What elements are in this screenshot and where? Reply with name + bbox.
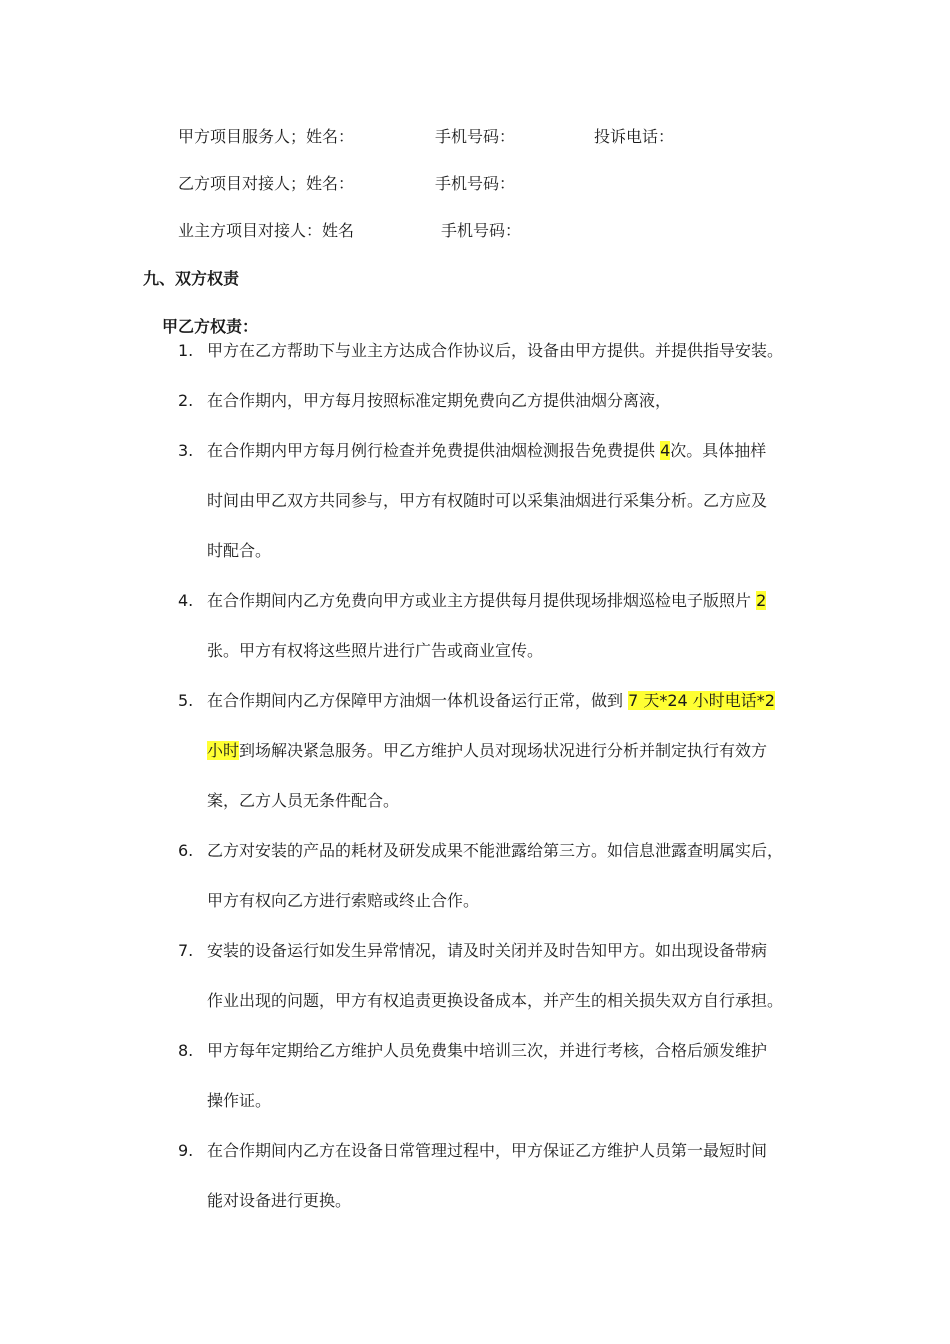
list-item: [178, 390, 818, 440]
list-item: [178, 1140, 818, 1240]
list-item: [178, 940, 818, 1040]
list-item-line: [207, 1190, 818, 1240]
highlighted-text: 小时: [207, 741, 240, 760]
list-item-line: [207, 640, 818, 690]
list-item-text: 到场解决紧急服务。甲乙方维护人员对现场状况进行分析并制定执行有效方: [239, 741, 768, 760]
list-item-line: [207, 1140, 818, 1190]
list-item-text: 时间由甲乙双方共同参与，甲方有权随时可以采集油烟进行采集分析。乙方应及: [207, 491, 768, 510]
list-item-number: 3.: [178, 441, 194, 460]
list-item: [178, 590, 818, 690]
list-item-line: [207, 1090, 818, 1140]
list-item-line: [207, 890, 818, 940]
list-item-number: 8.: [178, 1041, 194, 1060]
section-heading: 九、双方权责: [143, 269, 240, 288]
list-item-number: 2.: [178, 391, 194, 410]
list-item-line: [207, 340, 818, 390]
subsection-heading: 甲乙方权责：: [162, 317, 259, 336]
party-a-complaint-label: 投诉电话：: [594, 127, 675, 146]
list-item-text: 次。具体抽样: [670, 441, 767, 460]
party-b-name-label: 乙方项目对接人；姓名：: [178, 174, 355, 193]
highlighted-text: 7 天*24 小时电话*2: [628, 691, 775, 710]
list-item-line: [207, 690, 818, 740]
list-item-text: 在合作期间内乙方免费向甲方或业主方提供每月提供现场排烟巡检电子版照片: [207, 591, 757, 610]
list-item-line: [207, 990, 818, 1040]
list-item-text: 能对设备进行更换。: [207, 1191, 352, 1210]
list-item-line: [207, 490, 818, 540]
list-item-text: 时配合。: [207, 541, 272, 560]
list-item-text: 操作证。: [207, 1091, 272, 1110]
list-item-text: 甲方每年定期给乙方维护人员免费集中培训三次，并进行考核，合格后颁发维护: [207, 1041, 768, 1060]
list-item-text: 在合作期间内乙方在设备日常管理过程中，甲方保证乙方维护人员第一最短时间: [207, 1141, 768, 1160]
list-item-text: 张。甲方有权将这些照片进行广告或商业宣传。: [207, 641, 544, 660]
list-item-line: [207, 440, 818, 490]
list-item: [178, 440, 818, 590]
list-item-text: 安装的设备运行如发生异常情况，请及时关闭并及时告知甲方。如出现设备带病: [207, 941, 768, 960]
list-item-line: [207, 390, 818, 440]
list-item-text: 甲方在乙方帮助下与业主方达成合作协议后，设备由甲方提供。并提供指导安装。: [207, 341, 784, 360]
list-item-number: 5.: [178, 691, 194, 710]
list-item-text: 乙方对安装的产品的耗材及研发成果不能泄露给第三方。如信息泄露查明属实后，: [207, 841, 784, 860]
party-a-name-label: 甲方项目服务人；姓名：: [178, 127, 355, 146]
list-item: [178, 1040, 818, 1140]
highlighted-text: 4: [660, 441, 671, 460]
highlighted-text: 2: [756, 591, 767, 610]
list-item-line: [207, 790, 818, 840]
rights-list: [178, 340, 818, 1240]
list-item: [178, 340, 818, 390]
list-item-text: 在合作期内甲方每月例行检查并免费提供油烟检测报告免费提供: [207, 441, 661, 460]
owner-phone-label: 手机号码：: [441, 221, 522, 240]
list-item-number: 7.: [178, 941, 194, 960]
list-item-line: [207, 590, 818, 640]
list-item: [178, 840, 818, 940]
list-item-text: 甲方有权向乙方进行索赔或终止合作。: [207, 891, 480, 910]
list-item-number: 1.: [178, 341, 194, 360]
party-a-phone-label: 手机号码：: [435, 127, 516, 146]
list-item: [178, 690, 818, 840]
list-item-number: 9.: [178, 1141, 194, 1160]
list-item-text: 在合作期内，甲方每月按照标准定期免费向乙方提供油烟分离液，: [207, 391, 672, 410]
party-b-phone-label: 手机号码：: [435, 174, 516, 193]
list-item-line: [207, 1040, 818, 1090]
list-item-line: [207, 840, 818, 890]
owner-name-label: 业主方项目对接人：姓名: [178, 221, 355, 240]
list-item-text: 在合作期间内乙方保障甲方油烟一体机设备运行正常，做到: [207, 691, 629, 710]
list-item-text: 作业出现的问题，甲方有权追责更换设备成本，并产生的相关损失双方自行承担。: [207, 991, 784, 1010]
list-item-line: [207, 540, 818, 590]
list-item-number: 4.: [178, 591, 194, 610]
list-item-number: 6.: [178, 841, 194, 860]
list-item-line: [207, 740, 818, 790]
list-item-text: 案，乙方人员无条件配合。: [207, 791, 400, 810]
list-item-line: [207, 940, 818, 990]
